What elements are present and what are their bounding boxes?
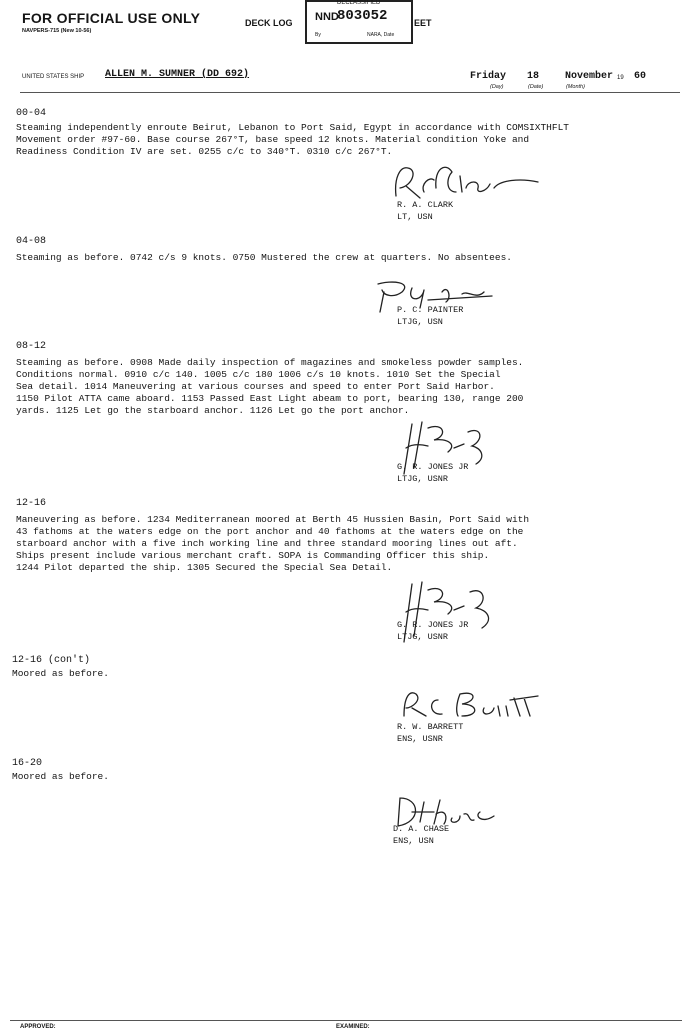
- stamp-number: 803052: [337, 8, 388, 24]
- declassification-stamp: [305, 0, 413, 44]
- log-line: Steaming as before. 0908 Made daily inspection of magazines and smokeless powder samples.: [16, 357, 524, 368]
- stamp-declassified: DECLASSIFIED: [337, 0, 381, 6]
- ship-label: UNITED STATES SHIP: [22, 74, 85, 80]
- officer-rank: ENS, USNR: [397, 734, 443, 744]
- officer-name: R. W. BARRETT: [397, 722, 464, 732]
- watch-heading: 04-08: [16, 236, 47, 247]
- log-date: 18: [527, 71, 540, 82]
- officer-name: P. C. PAINTER: [397, 305, 464, 315]
- stamp-authority: NND: [315, 11, 339, 23]
- officer-rank: LTJG, USNR: [397, 474, 449, 484]
- deck-log-label: DECK LOG: [245, 18, 293, 28]
- footer-rule: [10, 1020, 682, 1021]
- page-header-title: FOR OFFICIAL USE ONLY: [22, 10, 201, 26]
- form-number: NAVPERS-715 (New 10-56): [22, 28, 92, 34]
- log-line: 1150 Pilot ATTA came aboard. 1153 Passed East Light abeam to port, bearing 130, range 200: [16, 393, 524, 404]
- log-line: 1244 Pilot departed the ship. 1305 Secured the Special Sea Detail.: [16, 562, 393, 573]
- day-caption: (Day): [490, 84, 504, 90]
- watch-heading: 08-12: [16, 341, 47, 352]
- log-line: Readiness Condition IV are set. 0255 c/c to 340°T. 0310 c/c 267°T.: [16, 146, 393, 157]
- log-line: Sea detail. 1014 Maneuvering at various courses and speed to enter Port Said Harbor.: [16, 381, 495, 392]
- log-line: Movement order #97-60. Base course 267°T, base speed 12 knots. Material condition Yoke and: [16, 134, 530, 145]
- log-day: Friday: [470, 71, 507, 82]
- stamp-nara-date: NARA, Date: [367, 32, 395, 38]
- month-caption: (Month): [566, 84, 585, 90]
- log-line: yards. 1125 Let go the starboard anchor. 1126 Let go the port anchor.: [16, 405, 410, 416]
- log-year: 60: [634, 71, 647, 82]
- officer-rank: ENS, USN: [393, 836, 434, 846]
- log-line: 43 fathoms at the waters edge on the port anchor and 40 fathoms at the waters edge on the: [16, 526, 524, 537]
- watch-heading: 12-16: [16, 498, 47, 509]
- header-rule: [20, 92, 680, 93]
- officer-name: G. R. JONES JR: [397, 620, 469, 630]
- watch-heading: 00-04: [16, 108, 47, 119]
- officer-rank: LTJG, USNR: [397, 632, 449, 642]
- signature-clark: [390, 158, 540, 204]
- log-month: November: [565, 71, 614, 82]
- log-line: Steaming independently enroute Beirut, Lebanon to Port Said, Egypt in accordance with COMSIXTHFLT: [16, 122, 569, 133]
- log-line: starboard anchor with a five inch working line and three standard mooring lines out aft.: [16, 538, 518, 549]
- log-line: Conditions normal. 0910 c/c 140. 1005 c/c 180 1006 c/s 10 knots. 1010 Set the Special: [16, 369, 501, 380]
- sheet-label: EET: [414, 18, 432, 28]
- officer-name: D. A. CHASE: [393, 824, 450, 834]
- stamp-by: By: [315, 32, 321, 38]
- approved-label: APPROVED:: [20, 1024, 56, 1030]
- log-line: Moored as before.: [12, 771, 109, 782]
- ship-name: ALLEN M. SUMNER (DD 692): [105, 69, 250, 80]
- watch-heading: 16-20: [12, 758, 43, 769]
- log-line: Moored as before.: [12, 668, 109, 679]
- log-line: Ships present include various merchant craft. SOPA is Commanding Officer this ship.: [16, 550, 490, 561]
- log-line: Maneuvering as before. 1234 Mediterranean moored at Berth 45 Hussien Basin, Port Said with: [16, 514, 530, 525]
- officer-name: R. A. CLARK: [397, 200, 454, 210]
- log-line: Steaming as before. 0742 c/s 9 knots. 0750 Mustered the crew at quarters. No absentees.: [16, 252, 512, 263]
- log-year-prefix: 19: [617, 75, 624, 81]
- officer-name: G. R. JONES JR: [397, 462, 469, 472]
- examined-label: EXAMINED:: [336, 1024, 370, 1030]
- signature-barrett: [398, 686, 548, 720]
- officer-rank: LT, USN: [397, 212, 433, 222]
- officer-rank: LTJG, USN: [397, 317, 443, 327]
- date-caption: (Date): [528, 84, 544, 90]
- watch-heading: 12-16 (con't): [12, 655, 91, 666]
